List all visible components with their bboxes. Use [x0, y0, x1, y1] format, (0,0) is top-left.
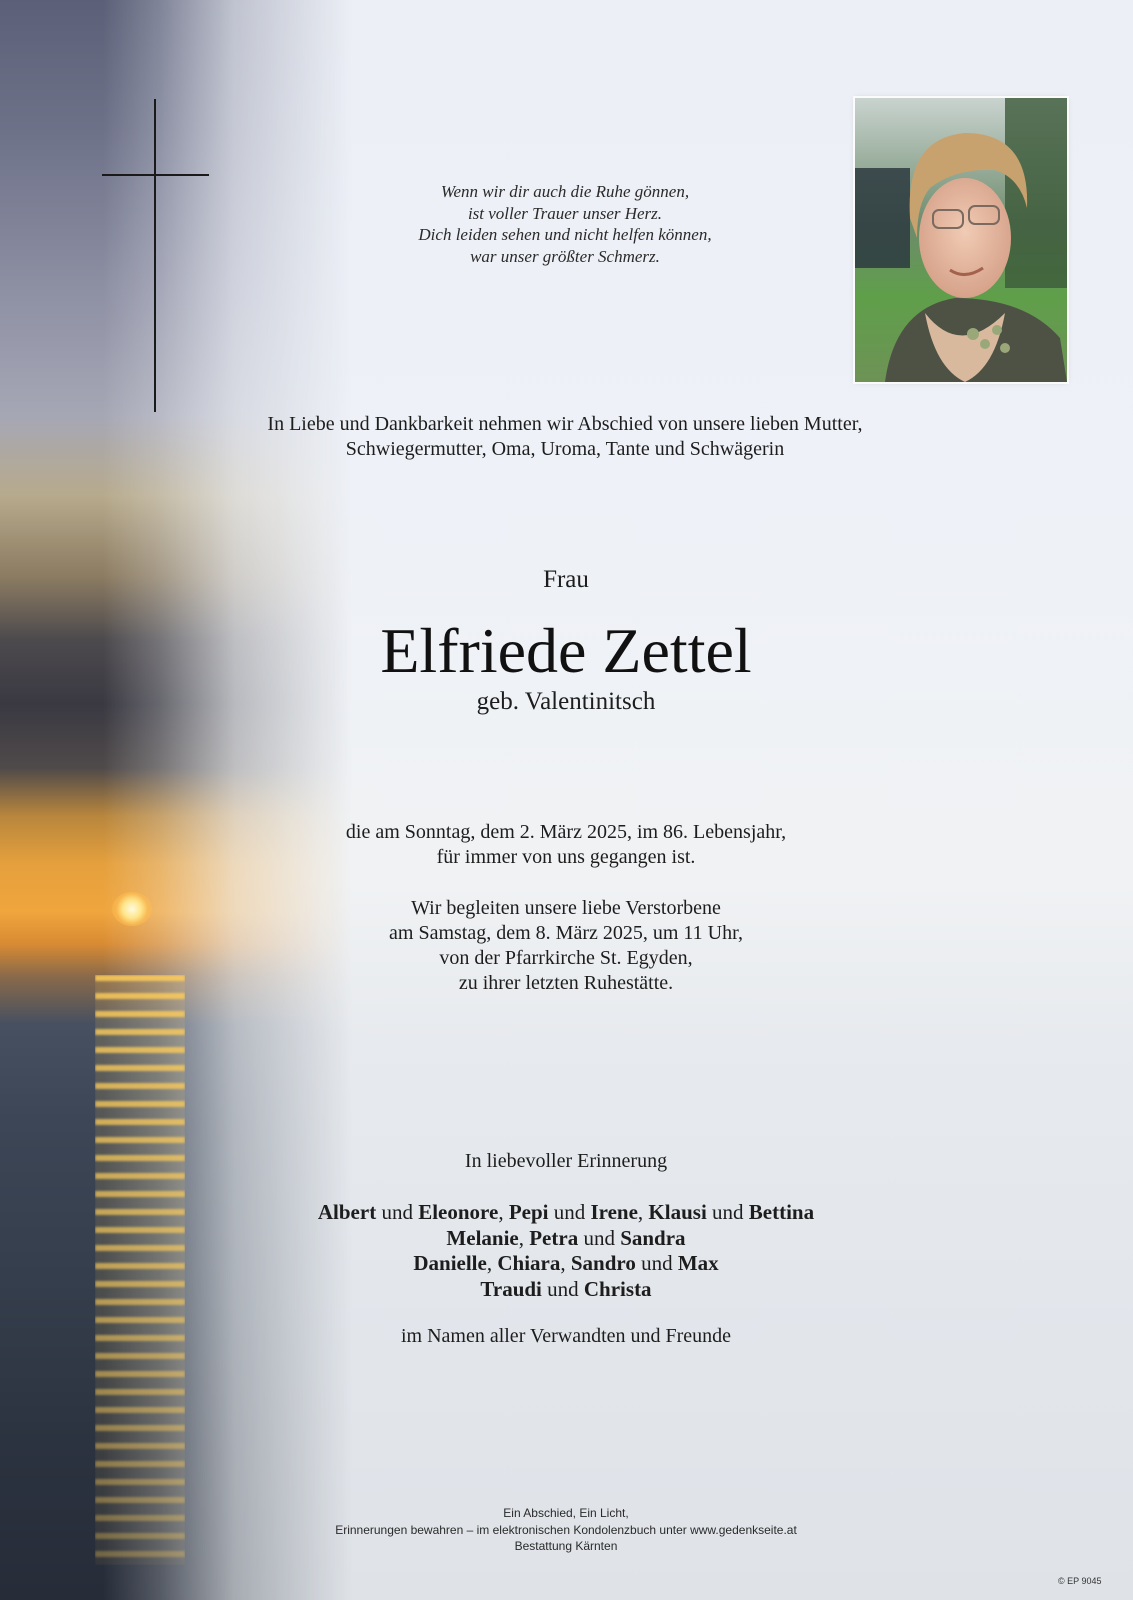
mourner-name: Christa — [583, 1276, 652, 1301]
mourner-name: Melanie — [446, 1225, 519, 1250]
product-code: © EP 9045 — [1058, 1576, 1102, 1586]
funeral-line: Wir begleiten unsere liebe Verstorbene — [411, 897, 721, 919]
and-word: und — [641, 1251, 673, 1275]
birth-name: geb. Valentinitsch — [476, 688, 656, 715]
and-word: und — [547, 1276, 579, 1301]
footer — [266, 1505, 866, 1555]
deceased-name: Elfriede Zettel — [380, 615, 752, 686]
mourner-name: Pepi — [508, 1200, 549, 1224]
family-line — [166, 1226, 966, 1252]
family-names — [166, 1200, 966, 1302]
and-word: und — [712, 1200, 744, 1224]
mourner-name: Sandro — [570, 1251, 636, 1275]
sun-image — [112, 892, 152, 926]
intro-text — [160, 412, 970, 462]
poem — [330, 181, 800, 267]
mourner-name: Sandra — [620, 1225, 686, 1250]
family-line — [166, 1251, 966, 1277]
intro-line: Schwiegermutter, Oma, Uroma, Tante und Schwägerin — [345, 438, 785, 460]
poem-line: Dich leiden sehen und nicht helfen können, — [418, 225, 712, 244]
mourner-name: Petra — [529, 1225, 579, 1250]
portrait-photo — [855, 98, 1067, 382]
intro-line: In Liebe und Dankbarkeit nehmen wir Abschied von unsere lieben Mutter, — [267, 413, 863, 435]
salutation: Frau — [543, 566, 589, 593]
mourner-name: Albert — [317, 1200, 377, 1224]
family-line — [166, 1277, 966, 1303]
cross-icon-horizontal — [102, 174, 209, 176]
family-line — [166, 1200, 966, 1226]
death-notice-line: für immer von uns gegangen ist. — [436, 846, 696, 868]
and-word: und — [381, 1200, 413, 1224]
funeral-line: von der Pfarrkirche St. Egyden, — [439, 947, 693, 969]
footer-line: Bestattung Kärnten — [514, 1539, 618, 1553]
funeral-notice — [216, 896, 916, 996]
and-word: und — [553, 1200, 586, 1224]
poem-line: Wenn wir dir auch die Ruhe gönnen, — [440, 182, 690, 201]
relatives-closing: im Namen aller Verwandten und Freunde — [400, 1325, 732, 1347]
memory-heading: In liebevoller Erinnerung — [464, 1150, 668, 1172]
funeral-line: zu ihrer letzten Ruhestätte. — [458, 972, 674, 994]
cross-icon-vertical — [154, 99, 156, 412]
and-word: und — [583, 1225, 615, 1250]
comma: , — [518, 1225, 524, 1250]
mourner-name: Danielle — [413, 1251, 487, 1275]
mourner-name: Max — [677, 1251, 719, 1275]
mourner-name: Klausi — [648, 1200, 707, 1224]
poem-line: ist voller Trauer unser Herz. — [467, 203, 663, 223]
mourner-name: Traudi — [480, 1276, 542, 1301]
death-notice-line: die am Sonntag, dem 2. März 2025, im 86. Lebensjahr, — [345, 821, 787, 843]
mourner-name: Chiara — [497, 1251, 561, 1275]
portrait-photo-image — [855, 98, 1067, 382]
footer-line: Ein Abschied, Ein Licht, — [503, 1506, 629, 1520]
comma: , — [637, 1200, 644, 1224]
comma: , — [486, 1251, 493, 1275]
mourner-name: Irene — [590, 1200, 638, 1224]
comma: , — [498, 1200, 504, 1224]
mourner-name: Bettina — [748, 1200, 815, 1224]
mourner-name: Eleonore — [418, 1200, 499, 1224]
comma: , — [560, 1251, 566, 1275]
funeral-line: am Samstag, dem 8. März 2025, um 11 Uhr, — [389, 922, 743, 944]
death-notice — [216, 820, 916, 870]
poem-line: war unser größter Schmerz. — [470, 246, 660, 266]
footer-line: Erinnerungen bewahren – im elektronischen Kondolenzbuch unter www.gedenkseite.at — [335, 1522, 797, 1537]
